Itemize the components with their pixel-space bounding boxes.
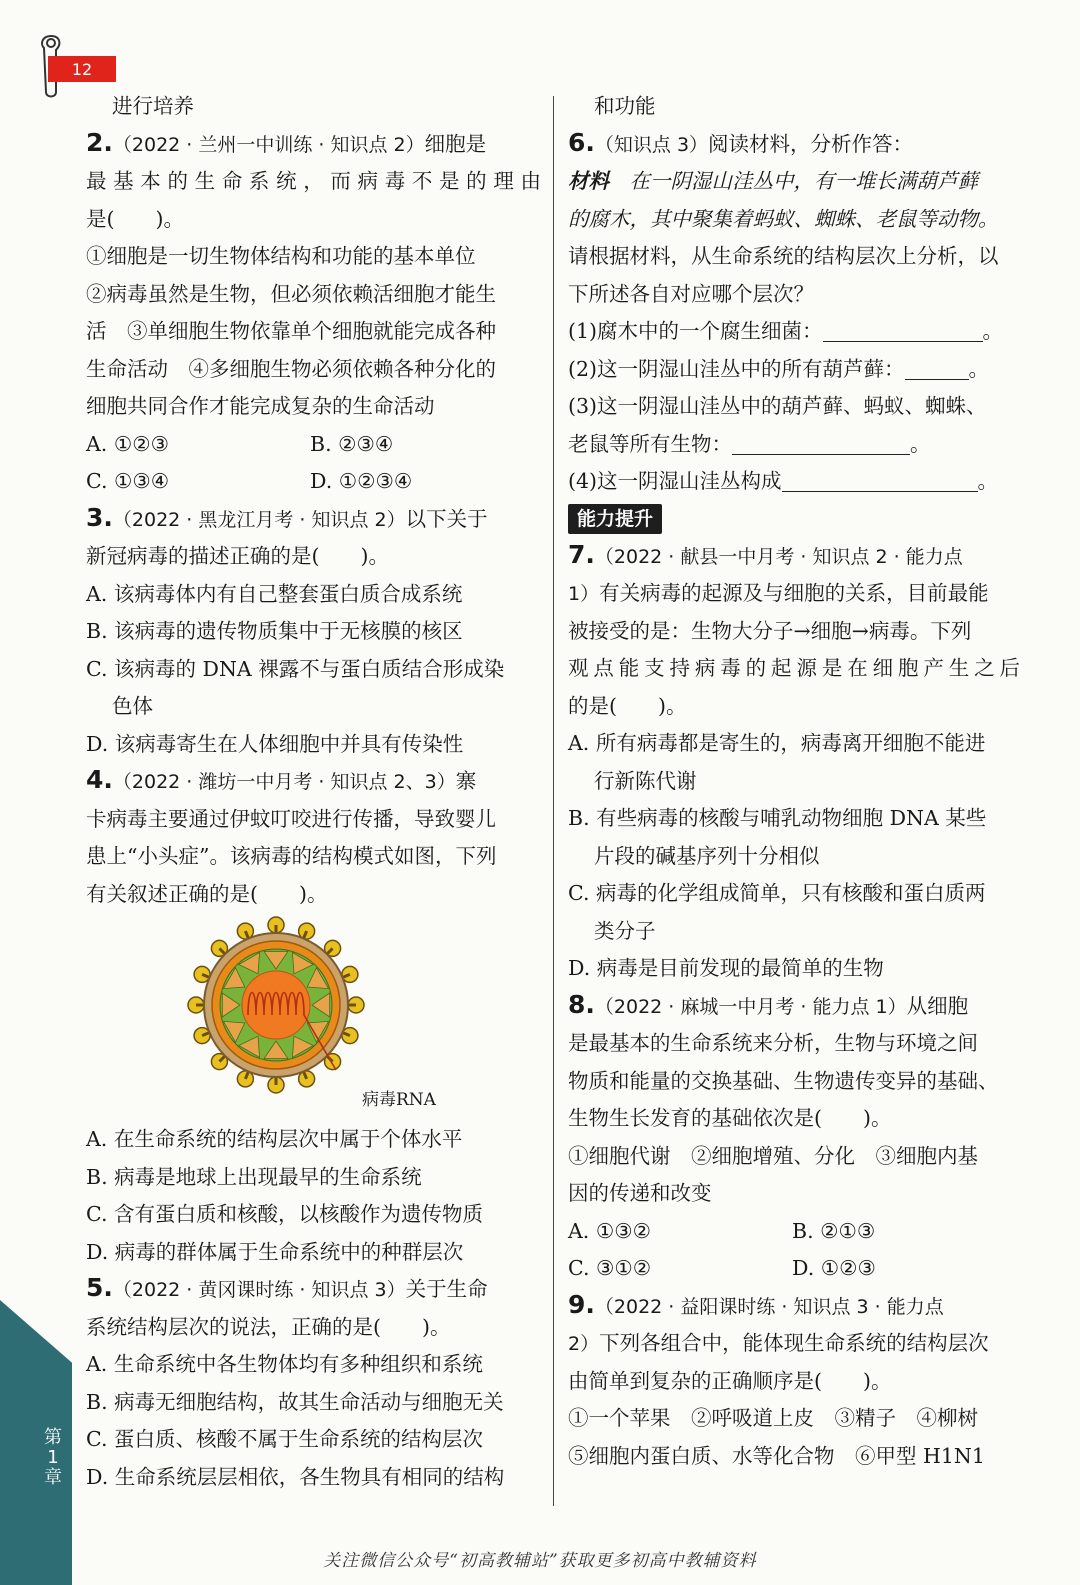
virus-diagram-icon: [186, 915, 366, 1095]
option-a: A. 该病毒体内有自己整套蛋白质合成系统: [86, 581, 463, 606]
option-a-continued: 行新陈代谢: [594, 768, 697, 793]
carryover-text: 和功能: [594, 94, 656, 118]
question-text: 最基本的生命系统，而病毒不是的理由: [86, 169, 541, 193]
column-divider: [553, 96, 554, 1506]
option-b-continued: 片段的碱基序列十分相似: [594, 843, 820, 868]
question-text: 由简单到复杂的正确顺序是( )。: [568, 1368, 892, 1393]
question-text: 有关叙述正确的是( )。: [86, 881, 328, 906]
option-d: D. 病毒的群体属于生命系统中的种群层次: [86, 1239, 464, 1264]
option-a: A. ①③②: [568, 1218, 651, 1243]
question-source: （2022 · 益阳课时练 · 知识点 3 · 能力点: [594, 1295, 944, 1318]
option-d: D. 该病毒寄生在人体细胞中并具有传染性: [86, 731, 464, 756]
carryover-text: 进行培养: [112, 94, 194, 118]
question-7: [568, 538, 1020, 988]
option-c-continued: 类分子: [594, 918, 656, 943]
question-number: 3.: [86, 502, 113, 532]
material-label: 材料: [568, 169, 609, 193]
statement: ②病毒虽然是生物，但必须依赖活细胞才能生: [86, 281, 496, 306]
question-text: 观点能支持病毒的起源是在细胞产生之后: [568, 656, 1020, 680]
question-number: 4.: [86, 765, 113, 794]
question-6: 6.（知识点 3）阅读材料，分析作答： 材料 在一阴湿山洼丛中，有一堆长满葫芦藓 的腐木，其中聚集着蚂蚁、蜘蛛、老鼠等动物。 请根据材料，从生命系统的结构层次上分析，以 下所述各自对应哪个层次？ (1)腐木中的一个腐生细菌： 。 (2)这一阴湿山洼丛中的所有葫芦藓： 。 (3)这一阴湿山洼丛中的葫芦藓、蚂蚁、蜘蛛、 老鼠等所有生物： 。 (4)这一阴湿山洼丛构成 。: [568, 126, 1020, 501]
question-text: 下列各组合中，能体现生命系统的结构层次: [599, 1331, 989, 1355]
option-a: A. ①②③: [86, 431, 169, 456]
option-c: C. 病毒的化学组成简单，只有核酸和蛋白质两: [568, 881, 986, 905]
question-text: 关于生命: [405, 1277, 488, 1301]
question-number: 6.: [568, 127, 595, 157]
statement: ①一个苹果 ②呼吸道上皮 ③精子 ④柳树: [568, 1406, 978, 1430]
question-text: 以下关于: [405, 506, 488, 531]
sub-question: (1)腐木中的一个腐生细菌：: [568, 319, 823, 343]
option-c: C. 该病毒的 DNA 裸露不与蛋白质结合形成染: [86, 656, 505, 681]
option-b: B. 病毒是地球上出现最早的生命系统: [86, 1164, 422, 1189]
question-text: 新冠病毒的描述正确的是( )。: [86, 544, 389, 568]
material-text: 的腐木，其中聚集着蚂蚁、蜘蛛、老鼠等动物。: [568, 206, 999, 231]
question-number: 9.: [568, 1289, 595, 1319]
question-text: 物质和能量的交换基础、生物遗传变异的基础、: [568, 1068, 999, 1093]
question-4: [86, 763, 541, 1271]
answer-blank[interactable]: [732, 430, 910, 455]
option-a: A. 生命系统中各生物体均有多种组织和系统: [86, 1352, 483, 1376]
page-number: 12: [48, 56, 116, 82]
option-c-continued: 色体: [112, 694, 153, 718]
chapter-label: 第 1 章: [44, 1427, 62, 1488]
sub-question: 老鼠等所有生物：: [568, 431, 732, 456]
question-3: [86, 501, 541, 764]
question-text: 系统结构层次的说法，正确的是( )。: [86, 1314, 451, 1339]
statement: 活 ③单细胞生物依靠单个细胞就能完成各种: [86, 319, 496, 343]
option-c: C. ①③④: [86, 469, 170, 493]
question-text: 是( )。: [86, 206, 184, 231]
option-a: A. 在生命系统的结构层次中属于个体水平: [86, 1127, 463, 1151]
statement: ⑤细胞内蛋白质、水等化合物 ⑥甲型 H1N1: [568, 1443, 985, 1468]
question-number: 8.: [568, 989, 595, 1019]
statement: 因的传递和改变: [568, 1181, 712, 1205]
right-column: [568, 88, 1020, 1475]
virus-structure-figure: [86, 913, 541, 1121]
statement: ①细胞是一切生物体结构和功能的基本单位: [86, 244, 476, 268]
question-text: 是最基本的生命系统来分析，生物与环境之间: [568, 1031, 978, 1055]
question-number: 7.: [568, 539, 595, 569]
option-d: D. ①②③④: [310, 469, 413, 493]
question-text: 患上“小头症”。该病毒的结构模式如图，下列: [86, 844, 497, 868]
option-b: B. 有些病毒的核酸与哺乳动物细胞 DNA 某些: [568, 806, 987, 830]
question-text: 寨: [455, 769, 477, 793]
statement: 细胞共同合作才能完成复杂的生命活动: [86, 394, 435, 418]
option-b: B. ②①③: [792, 1218, 876, 1243]
question-source: （2022 · 潍坊一中月考 · 知识点 2、3）: [112, 771, 456, 793]
question-source: （2022 · 黄冈课时练 · 知识点 3）: [112, 1279, 406, 1301]
question-text: 有关病毒的起源及与细胞的关系，目前最能: [599, 581, 989, 605]
question-2: [86, 126, 541, 501]
answer-blank[interactable]: [782, 467, 978, 492]
option-a: A. 所有病毒都是寄生的，病毒离开细胞不能进: [568, 731, 986, 755]
option-d: D. 生命系统层层相依，各生物具有相同的结构: [86, 1464, 505, 1489]
option-d: D. 病毒是目前发现的最简单的生物: [568, 956, 884, 980]
sub-question: (3)这一阴湿山洼丛中的葫芦藓、蚂蚁、蜘蛛、: [568, 394, 987, 418]
statement: ①细胞代谢 ②细胞增殖、分化 ③细胞内基: [568, 1143, 978, 1168]
question-source: 2）: [568, 1333, 600, 1355]
statement: 生命活动 ④多细胞生物必须依赖各种分化的: [86, 356, 496, 381]
question-text: 生物生长发育的基础依次是( )。: [568, 1106, 892, 1130]
question-text: 请根据材料，从生命系统的结构层次上分析，以: [568, 244, 999, 268]
question-source: （2022 · 献县一中月考 · 知识点 2 · 能力点: [594, 545, 963, 568]
question-9: [568, 1288, 1020, 1476]
answer-blank[interactable]: [823, 317, 983, 342]
question-text: 细胞是: [424, 131, 487, 156]
question-source: （2022 · 兰州一中训练 · 知识点 2）: [112, 133, 425, 156]
option-c: C. ③①②: [568, 1256, 652, 1280]
question-source: （2022 · 黑龙江月考 · 知识点 2）: [112, 508, 406, 531]
option-b: B. 该病毒的遗传物质集中于无核膜的核区: [86, 619, 463, 643]
question-text: 下所述各自对应哪个层次？: [568, 281, 814, 306]
answer-blank[interactable]: [905, 355, 969, 380]
option-c: C. 蛋白质、核酸不属于生命系统的结构层次: [86, 1427, 483, 1451]
sub-question: (4)这一阴湿山洼丛构成: [568, 469, 782, 493]
question-5: [86, 1271, 541, 1496]
question-text: 卡病毒主要通过伊蚊叮咬进行传播，导致婴儿: [86, 806, 496, 831]
material-text: 在一阴湿山洼丛中，有一堆长满葫芦藓: [609, 169, 978, 193]
footer-note: 关注微信公众号“初高教辅站”获取更多初高中教辅资料: [323, 1551, 757, 1571]
left-column: [86, 88, 541, 1496]
question-text: 被接受的是：生物大分子→细胞→病毒。下列: [568, 618, 972, 643]
option-c: C. 含有蛋白质和核酸，以核酸作为遗传物质: [86, 1202, 483, 1226]
question-source: （2022 · 麻城一中月考 · 能力点 1）: [594, 995, 907, 1018]
question-source: 1）: [568, 583, 600, 605]
sub-question: (2)这一阴湿山洼丛中的所有葫芦藓：: [568, 356, 905, 381]
question-text: 的是( )。: [568, 693, 687, 718]
question-source: （知识点 3）: [594, 133, 709, 156]
question-number: 5.: [86, 1273, 113, 1302]
section-badge: 能力提升: [568, 504, 662, 534]
option-d: D. ①②③: [792, 1256, 876, 1280]
question-text: 阅读材料，分析作答：: [708, 131, 914, 156]
option-b: B. 病毒无细胞结构，故其生命活动与细胞无关: [86, 1389, 504, 1414]
question-text: 从细胞: [906, 993, 969, 1018]
question-number: 2.: [86, 127, 113, 157]
figure-label: 病毒RNA: [362, 1090, 436, 1110]
question-8: [568, 988, 1020, 1288]
option-b: B. ②③④: [310, 431, 394, 456]
